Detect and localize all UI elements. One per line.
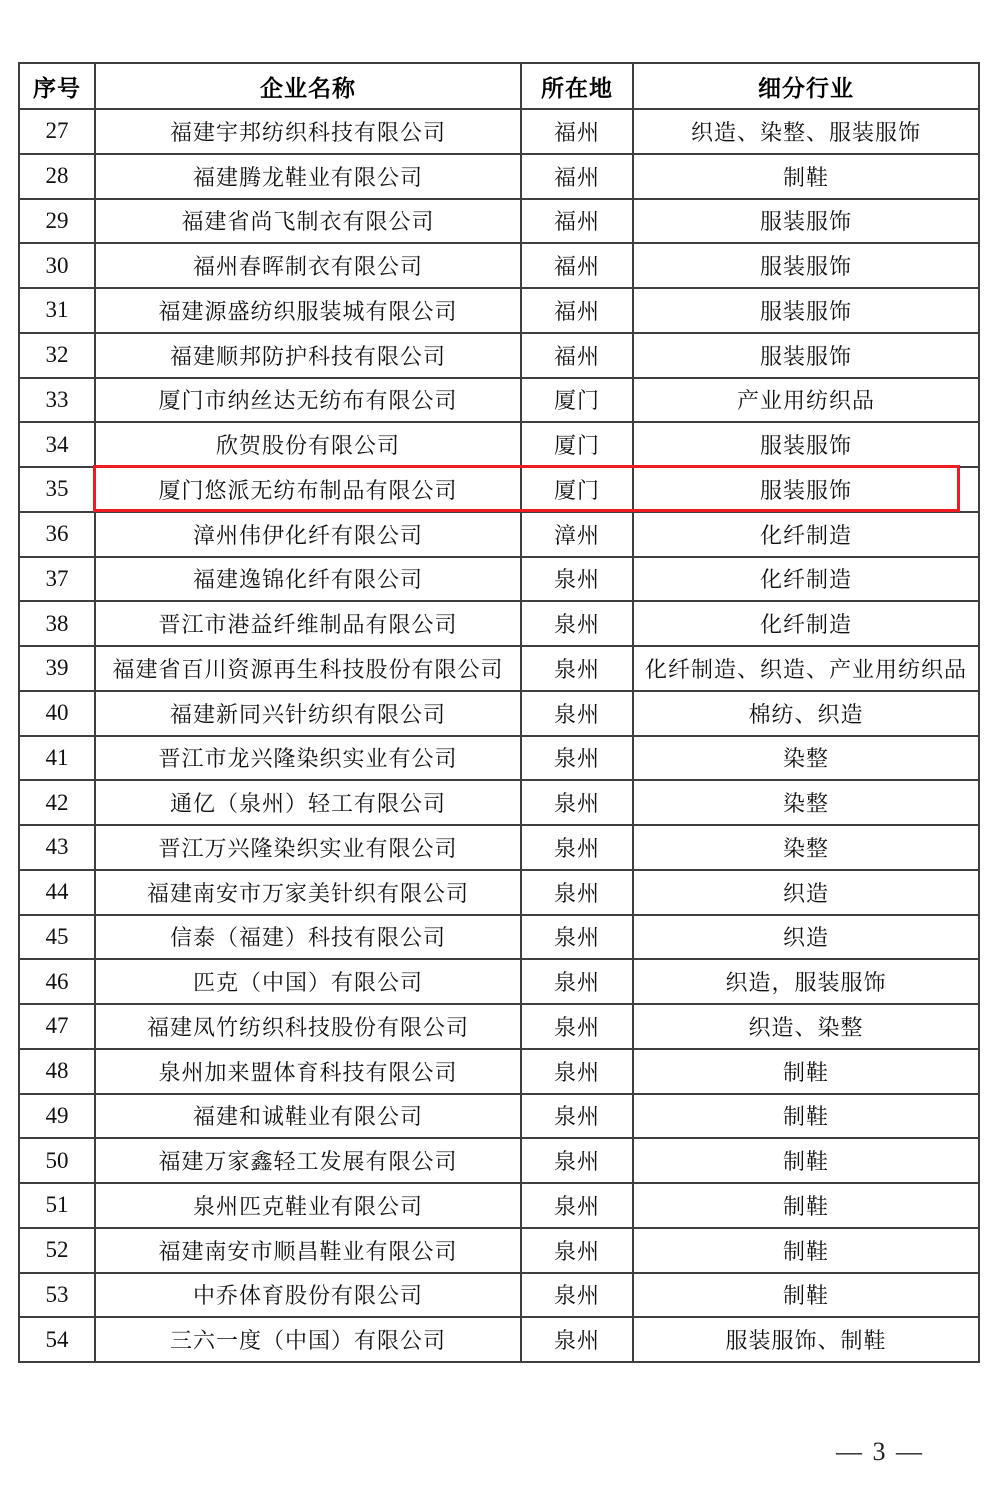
row-industry: 制鞋 bbox=[633, 1228, 979, 1273]
table-row bbox=[19, 288, 979, 333]
row-industry: 服装服饰 bbox=[633, 288, 979, 333]
table-row bbox=[19, 1004, 979, 1049]
table-row bbox=[19, 557, 979, 602]
row-location: 泉州 bbox=[521, 1317, 633, 1362]
row-industry: 制鞋 bbox=[633, 154, 979, 199]
row-location: 福州 bbox=[521, 333, 633, 378]
row-location: 泉州 bbox=[521, 1273, 633, 1318]
row-seq: 38 bbox=[19, 601, 95, 646]
col-header-location: 所在地 bbox=[521, 63, 633, 109]
row-location: 福州 bbox=[521, 199, 633, 244]
row-company-name: 三六一度（中国）有限公司 bbox=[95, 1317, 521, 1362]
row-industry: 织造、染整、服装服饰 bbox=[633, 109, 979, 154]
table-row bbox=[19, 915, 979, 960]
row-seq: 47 bbox=[19, 1004, 95, 1049]
row-location: 福州 bbox=[521, 154, 633, 199]
row-seq: 51 bbox=[19, 1183, 95, 1228]
table-row bbox=[19, 467, 979, 512]
row-location: 泉州 bbox=[521, 646, 633, 691]
row-industry: 服装服饰、制鞋 bbox=[633, 1317, 979, 1362]
row-industry: 染整 bbox=[633, 736, 979, 781]
row-seq: 30 bbox=[19, 243, 95, 288]
table-row bbox=[19, 1094, 979, 1139]
row-seq: 36 bbox=[19, 512, 95, 557]
row-industry: 制鞋 bbox=[633, 1138, 979, 1183]
row-seq: 52 bbox=[19, 1228, 95, 1273]
row-industry: 制鞋 bbox=[633, 1273, 979, 1318]
row-company-name: 福州春晖制衣有限公司 bbox=[95, 243, 521, 288]
row-location: 福州 bbox=[521, 288, 633, 333]
row-company-name: 福建源盛纺织服装城有限公司 bbox=[95, 288, 521, 333]
row-company-name: 福建南安市万家美针织有限公司 bbox=[95, 870, 521, 915]
table-row bbox=[19, 333, 979, 378]
row-location: 泉州 bbox=[521, 1228, 633, 1273]
row-company-name: 匹克（中国）有限公司 bbox=[95, 959, 521, 1004]
row-seq: 37 bbox=[19, 557, 95, 602]
table-row bbox=[19, 378, 979, 423]
row-industry: 染整 bbox=[633, 825, 979, 870]
header-row bbox=[19, 63, 979, 109]
row-location: 泉州 bbox=[521, 1138, 633, 1183]
row-company-name: 福建新同兴针纺织有限公司 bbox=[95, 691, 521, 736]
row-seq: 29 bbox=[19, 199, 95, 244]
row-seq: 42 bbox=[19, 780, 95, 825]
row-seq: 49 bbox=[19, 1094, 95, 1139]
table-row bbox=[19, 1273, 979, 1318]
row-location: 泉州 bbox=[521, 1183, 633, 1228]
table-row bbox=[19, 154, 979, 199]
row-company-name: 晋江万兴隆染织实业有限公司 bbox=[95, 825, 521, 870]
col-header-seq: 序号 bbox=[19, 63, 95, 109]
table-row bbox=[19, 736, 979, 781]
row-location: 泉州 bbox=[521, 601, 633, 646]
row-seq: 34 bbox=[19, 422, 95, 467]
row-location: 泉州 bbox=[521, 959, 633, 1004]
table-row bbox=[19, 825, 979, 870]
row-location: 泉州 bbox=[521, 1004, 633, 1049]
row-seq: 39 bbox=[19, 646, 95, 691]
row-company-name: 晋江市港益纤维制品有限公司 bbox=[95, 601, 521, 646]
company-table-section bbox=[18, 62, 978, 1363]
row-company-name: 福建宇邦纺织科技有限公司 bbox=[95, 109, 521, 154]
row-industry: 化纤制造 bbox=[633, 601, 979, 646]
row-industry: 服装服饰 bbox=[633, 333, 979, 378]
row-industry: 服装服饰 bbox=[633, 199, 979, 244]
row-company-name: 厦门市纳丝达无纺布有限公司 bbox=[95, 378, 521, 423]
row-industry: 制鞋 bbox=[633, 1183, 979, 1228]
row-industry: 织造 bbox=[633, 915, 979, 960]
row-location: 厦门 bbox=[521, 467, 633, 512]
row-seq: 50 bbox=[19, 1138, 95, 1183]
company-table bbox=[18, 62, 980, 1363]
row-industry: 化纤制造、织造、产业用纺织品 bbox=[633, 646, 979, 691]
row-industry: 服装服饰 bbox=[633, 467, 979, 512]
table-row bbox=[19, 691, 979, 736]
col-header-industry: 细分行业 bbox=[633, 63, 979, 109]
row-industry: 棉纺、织造 bbox=[633, 691, 979, 736]
row-seq: 33 bbox=[19, 378, 95, 423]
table-row bbox=[19, 959, 979, 1004]
table-row bbox=[19, 780, 979, 825]
row-company-name: 通亿（泉州）轻工有限公司 bbox=[95, 780, 521, 825]
row-company-name: 泉州匹克鞋业有限公司 bbox=[95, 1183, 521, 1228]
row-seq: 43 bbox=[19, 825, 95, 870]
row-company-name: 泉州加来盟体育科技有限公司 bbox=[95, 1049, 521, 1094]
row-location: 漳州 bbox=[521, 512, 633, 557]
row-company-name: 福建省尚飞制衣有限公司 bbox=[95, 199, 521, 244]
row-location: 泉州 bbox=[521, 1094, 633, 1139]
row-company-name: 漳州伟伊化纤有限公司 bbox=[95, 512, 521, 557]
row-company-name: 福建万家鑫轻工发展有限公司 bbox=[95, 1138, 521, 1183]
row-seq: 44 bbox=[19, 870, 95, 915]
table-row bbox=[19, 870, 979, 915]
table-row bbox=[19, 601, 979, 646]
row-seq: 28 bbox=[19, 154, 95, 199]
row-company-name: 福建省百川资源再生科技股份有限公司 bbox=[95, 646, 521, 691]
row-location: 泉州 bbox=[521, 736, 633, 781]
row-seq: 32 bbox=[19, 333, 95, 378]
row-seq: 27 bbox=[19, 109, 95, 154]
page-number: — 3 — bbox=[836, 1437, 924, 1466]
row-industry: 染整 bbox=[633, 780, 979, 825]
col-header-company: 企业名称 bbox=[95, 63, 521, 109]
table-row bbox=[19, 1317, 979, 1362]
row-seq: 40 bbox=[19, 691, 95, 736]
row-company-name: 福建南安市顺昌鞋业有限公司 bbox=[95, 1228, 521, 1273]
row-seq: 35 bbox=[19, 467, 95, 512]
row-location: 厦门 bbox=[521, 422, 633, 467]
table-row bbox=[19, 1049, 979, 1094]
row-location: 泉州 bbox=[521, 780, 633, 825]
table-row bbox=[19, 422, 979, 467]
table-row bbox=[19, 1183, 979, 1228]
row-location: 泉州 bbox=[521, 915, 633, 960]
row-seq: 41 bbox=[19, 736, 95, 781]
row-seq: 45 bbox=[19, 915, 95, 960]
row-location: 福州 bbox=[521, 109, 633, 154]
row-location: 泉州 bbox=[521, 1049, 633, 1094]
row-company-name: 福建凤竹纺织科技股份有限公司 bbox=[95, 1004, 521, 1049]
row-industry: 服装服饰 bbox=[633, 243, 979, 288]
row-company-name: 福建和诚鞋业有限公司 bbox=[95, 1094, 521, 1139]
row-industry: 化纤制造 bbox=[633, 557, 979, 602]
row-company-name: 福建逸锦化纤有限公司 bbox=[95, 557, 521, 602]
row-industry: 服装服饰 bbox=[633, 422, 979, 467]
row-company-name: 晋江市龙兴隆染织实业有公司 bbox=[95, 736, 521, 781]
table-row bbox=[19, 1138, 979, 1183]
table-row bbox=[19, 199, 979, 244]
table-row bbox=[19, 243, 979, 288]
row-location: 厦门 bbox=[521, 378, 633, 423]
row-location: 泉州 bbox=[521, 557, 633, 602]
row-location: 泉州 bbox=[521, 825, 633, 870]
row-seq: 46 bbox=[19, 959, 95, 1004]
row-industry: 织造、染整 bbox=[633, 1004, 979, 1049]
row-location: 福州 bbox=[521, 243, 633, 288]
row-company-name: 中乔体育股份有限公司 bbox=[95, 1273, 521, 1318]
table-row bbox=[19, 646, 979, 691]
row-industry: 制鞋 bbox=[633, 1049, 979, 1094]
row-industry: 化纤制造 bbox=[633, 512, 979, 557]
table-header bbox=[19, 63, 979, 109]
row-company-name: 欣贺股份有限公司 bbox=[95, 422, 521, 467]
table-row bbox=[19, 512, 979, 557]
row-seq: 53 bbox=[19, 1273, 95, 1318]
row-company-name: 福建顺邦防护科技有限公司 bbox=[95, 333, 521, 378]
table-row bbox=[19, 1228, 979, 1273]
row-company-name: 厦门悠派无纺布制品有限公司 bbox=[95, 467, 521, 512]
row-industry: 制鞋 bbox=[633, 1094, 979, 1139]
row-company-name: 福建腾龙鞋业有限公司 bbox=[95, 154, 521, 199]
row-seq: 31 bbox=[19, 288, 95, 333]
row-seq: 54 bbox=[19, 1317, 95, 1362]
row-industry: 织造 bbox=[633, 870, 979, 915]
row-location: 泉州 bbox=[521, 870, 633, 915]
table-body bbox=[19, 109, 979, 1362]
row-industry: 产业用纺织品 bbox=[633, 378, 979, 423]
row-location: 泉州 bbox=[521, 691, 633, 736]
row-industry: 织造，服装服饰 bbox=[633, 959, 979, 1004]
row-company-name: 信泰（福建）科技有限公司 bbox=[95, 915, 521, 960]
table-row bbox=[19, 109, 979, 154]
row-seq: 48 bbox=[19, 1049, 95, 1094]
